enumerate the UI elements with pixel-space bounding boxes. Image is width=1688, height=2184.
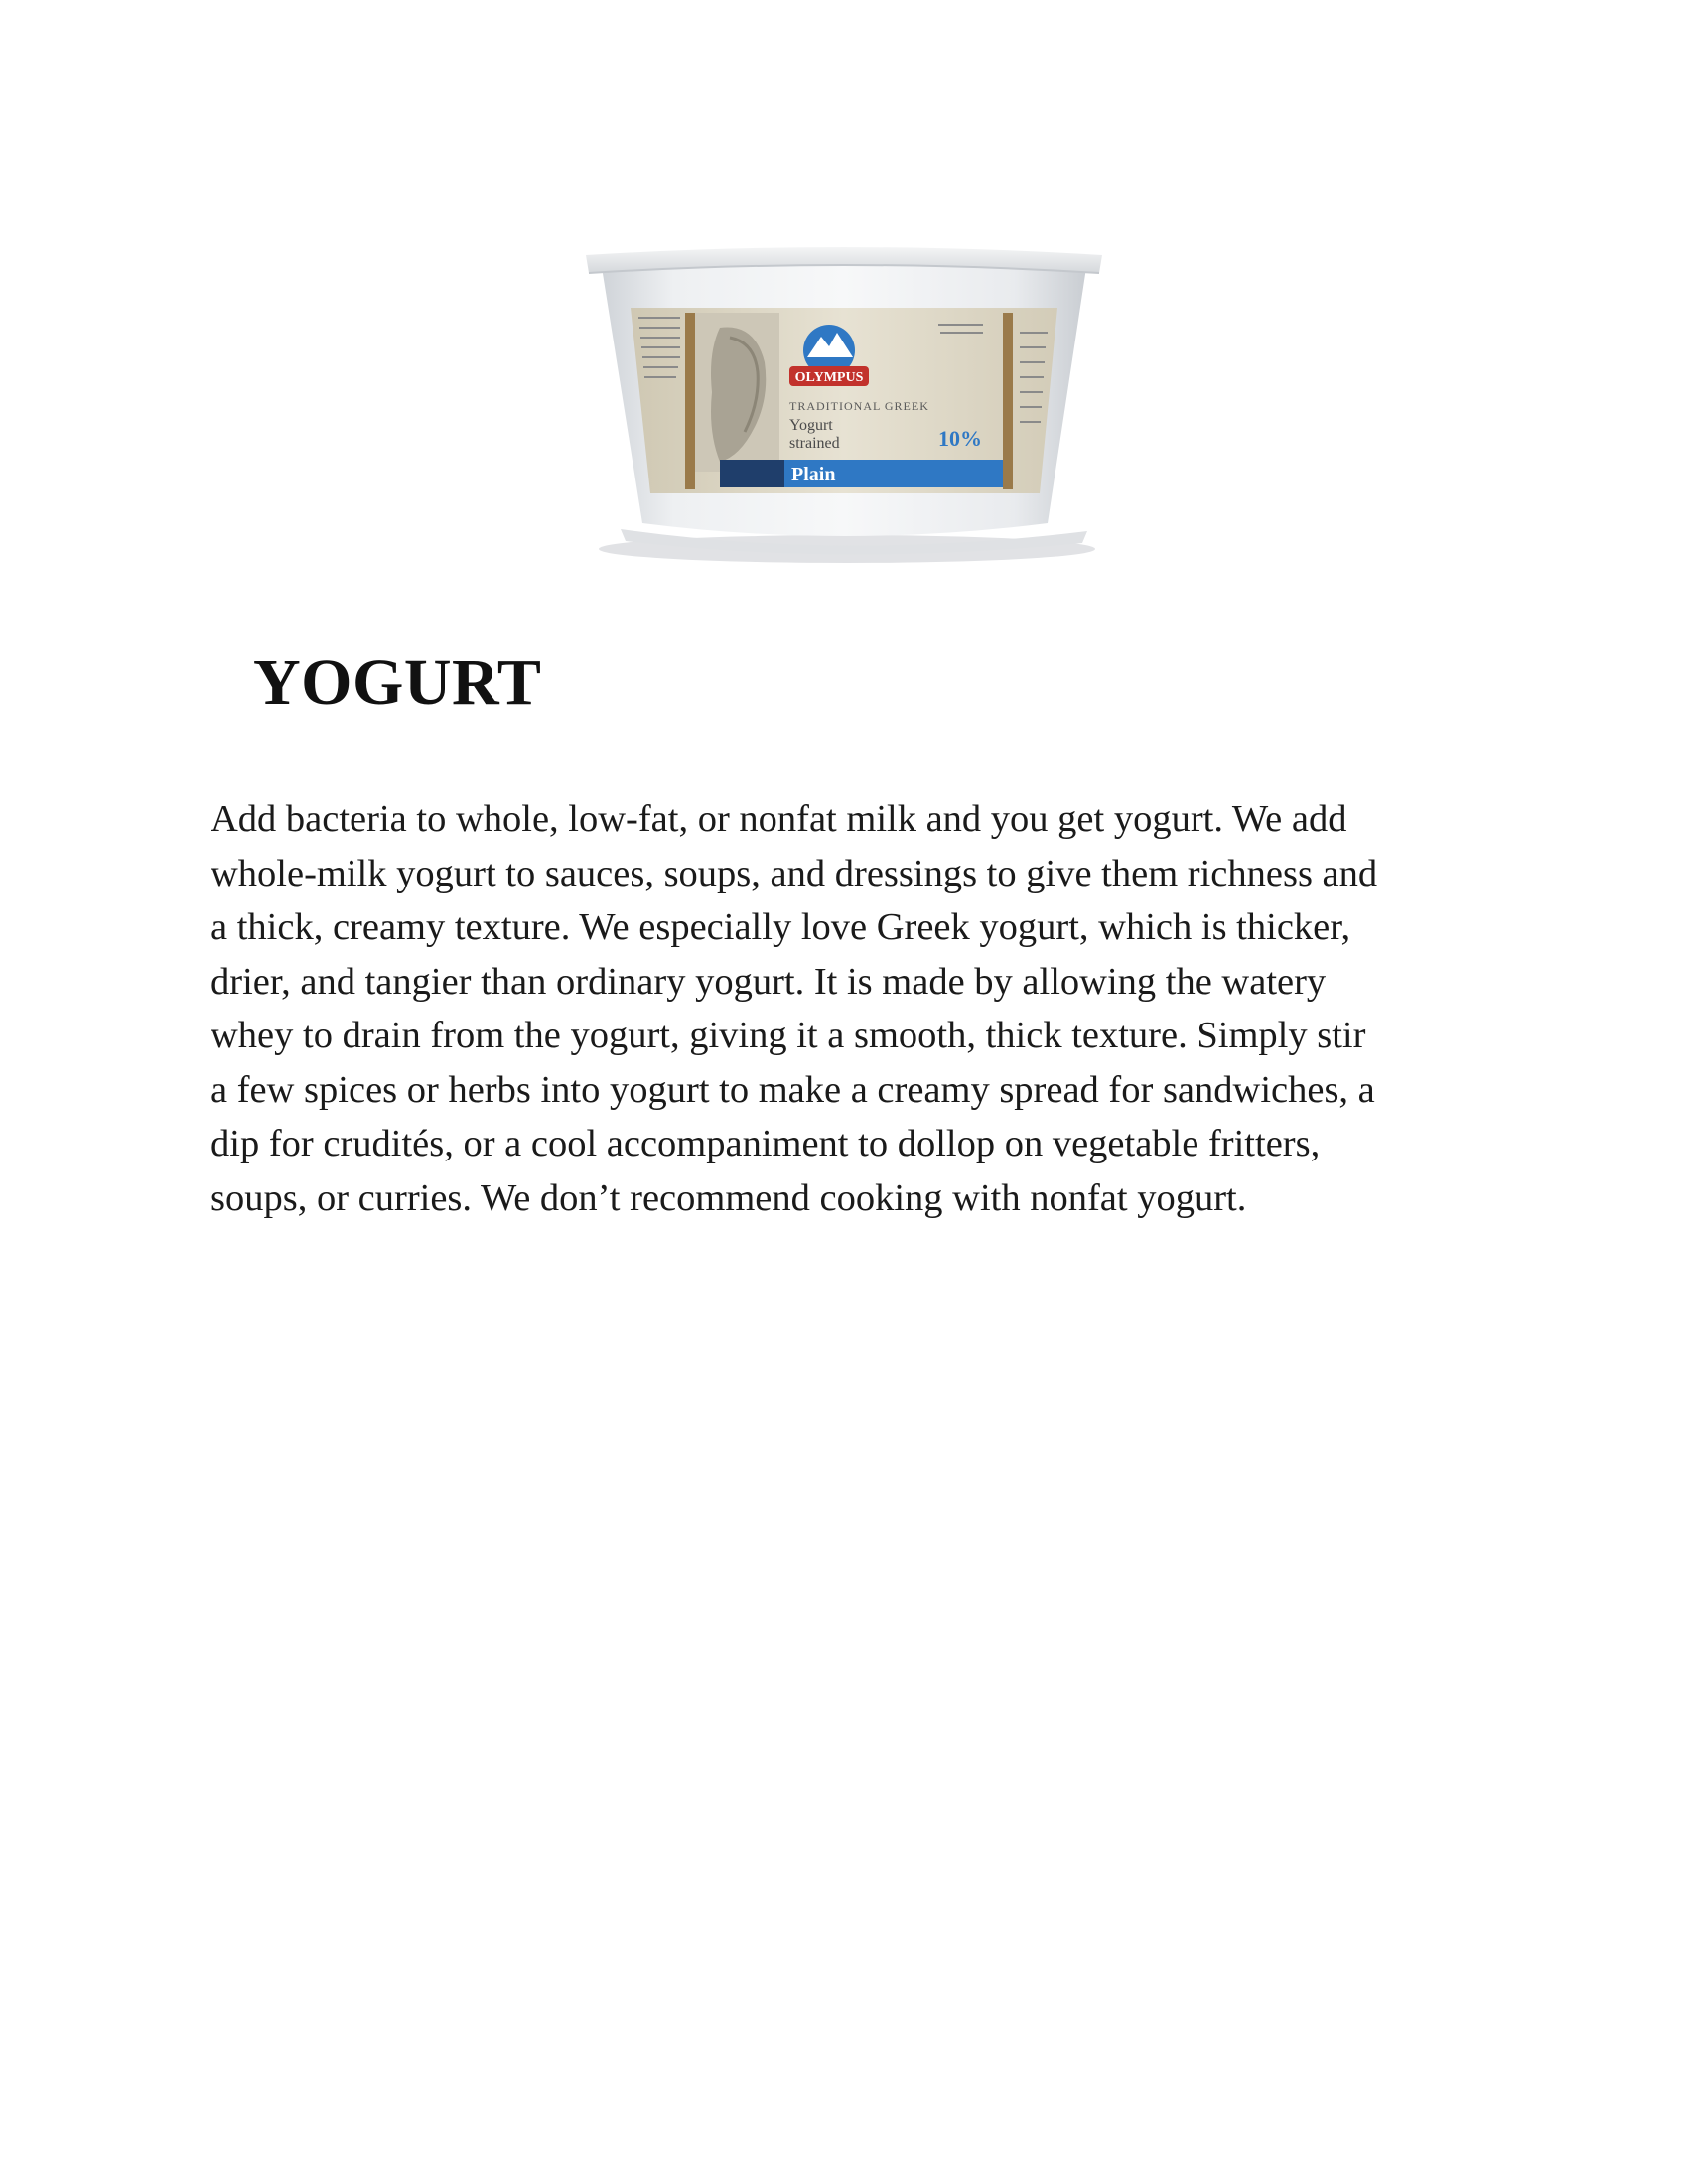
product-fat: 10% xyxy=(938,426,982,451)
body-line: soups, or curries. We don’t recommend cooking with nonfat yogurt. xyxy=(211,1176,1247,1219)
body-line: whey to drain from the yogurt, giving it a smooth, thick texture. Simply stir xyxy=(211,1015,1366,1056)
body-line: a thick, creamy texture. We especially love Greek yogurt, which is thicker, xyxy=(211,906,1351,948)
body-line: a few spices or herbs into yogurt to make a creamy spread for sandwiches, a xyxy=(211,1068,1375,1111)
product-line1: TRADITIONAL GREEK xyxy=(789,399,929,413)
product-flavor: Plain xyxy=(791,464,836,485)
body-line: drier, and tangier than ordinary yogurt. It is made by allowing the watery xyxy=(211,960,1327,1003)
brand-name: OLYMPUS xyxy=(794,370,864,385)
body-line: Add bacteria to whole, low-fat, or nonfat milk and you get yogurt. We add xyxy=(211,798,1347,840)
body-line: dip for crudités, or a cool accompaniment to dollop on vegetable fritters, xyxy=(211,1123,1321,1164)
yogurt-cup-image xyxy=(581,233,1107,571)
body-line: whole-milk yogurt to sauces, soups, and dressings to give them richness and xyxy=(211,852,1378,894)
page-title: YOGURT xyxy=(253,646,542,719)
body-paragraph xyxy=(211,792,1501,1225)
product-line2: Yogurt xyxy=(789,417,833,434)
product-line3: strained xyxy=(789,435,840,452)
